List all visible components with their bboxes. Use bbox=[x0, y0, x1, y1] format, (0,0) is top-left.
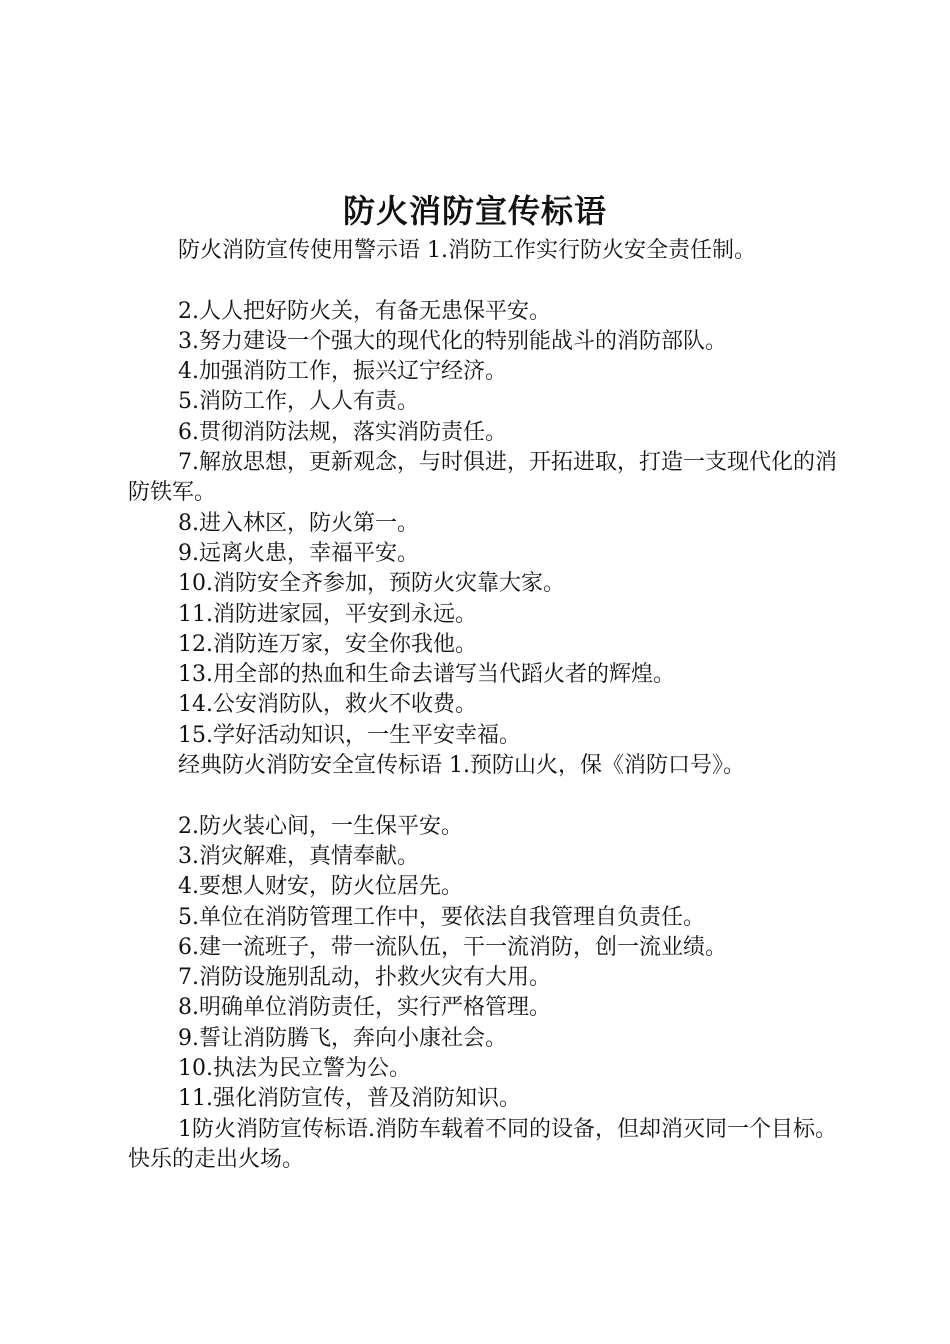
blank-line bbox=[128, 266, 848, 296]
paragraph: 12.消防连万家，安全你我他。 bbox=[178, 631, 477, 657]
paragraph: 14.公安消防队，救火不收费。 bbox=[178, 692, 477, 718]
paragraph: 13.用全部的热血和生命去谱写当代蹈火者的辉煌。 bbox=[178, 662, 675, 688]
paragraph: 3.消灾解难，真情奉献。 bbox=[178, 843, 419, 869]
paragraph: 防火消防宣传使用警示语 1.消防工作实行防火安全责任制。 bbox=[178, 238, 756, 263]
page-title: 防火消防宣传标语 bbox=[342, 192, 607, 230]
paragraph: 3.努力建设一个强大的现代化的特别能战斗的消防部队。 bbox=[178, 328, 727, 354]
paragraph: 9.誓让消防腾飞，奔向小康社会。 bbox=[178, 1025, 507, 1051]
paragraph: 1防火消防宣传标语.消防车载着不同的设备，但却消灭同一个目标。快乐的走出火场。 bbox=[128, 1116, 837, 1172]
paragraph: 11.强化消防宣传，普及消防知识。 bbox=[178, 1086, 521, 1112]
paragraph: 8.明确单位消防责任，实行严格管理。 bbox=[178, 995, 551, 1021]
paragraph: 经典防火消防安全宣传标语 1.预防山火，保《消防口号》。 bbox=[178, 753, 745, 779]
document-body bbox=[128, 236, 848, 1175]
paragraph: 7.解放思想，更新观念，与时俱进，开拓进取，打造一支现代化的消防铁军。 bbox=[128, 450, 837, 506]
paragraph: 2.防火装心间，一生保平安。 bbox=[178, 813, 463, 839]
paragraph: 5.单位在消防管理工作中，要依法自我管理自负责任。 bbox=[178, 904, 705, 930]
paragraph: 11.消防进家园，平安到永远。 bbox=[178, 601, 477, 627]
paragraph: 5.消防工作，人人有责。 bbox=[178, 389, 419, 415]
paragraph: 7.消防设施别乱动，扑救火灾有大用。 bbox=[178, 965, 551, 991]
paragraph: 10.消防安全齐参加，预防火灾靠大家。 bbox=[178, 571, 565, 597]
paragraph: 10.执法为民立警为公。 bbox=[178, 1056, 411, 1082]
paragraph: 15.学好活动知识，一生平安幸福。 bbox=[178, 722, 521, 748]
paragraph: 6.建一流班子，带一流队伍，干一流消防，创一流业绩。 bbox=[178, 934, 727, 960]
paragraph: 4.要想人财安，防火位居先。 bbox=[178, 874, 463, 900]
paragraph: 6.贯彻消防法规，落实消防责任。 bbox=[178, 419, 507, 445]
paragraph: 9.远离火患，幸福平安。 bbox=[178, 540, 419, 566]
blank-line bbox=[128, 781, 848, 811]
paragraph: 8.进入林区，防火第一。 bbox=[178, 510, 419, 536]
paragraph: 2.人人把好防火关，有备无患保平安。 bbox=[178, 298, 551, 324]
paragraph: 4.加强消防工作，振兴辽宁经济。 bbox=[178, 359, 507, 385]
